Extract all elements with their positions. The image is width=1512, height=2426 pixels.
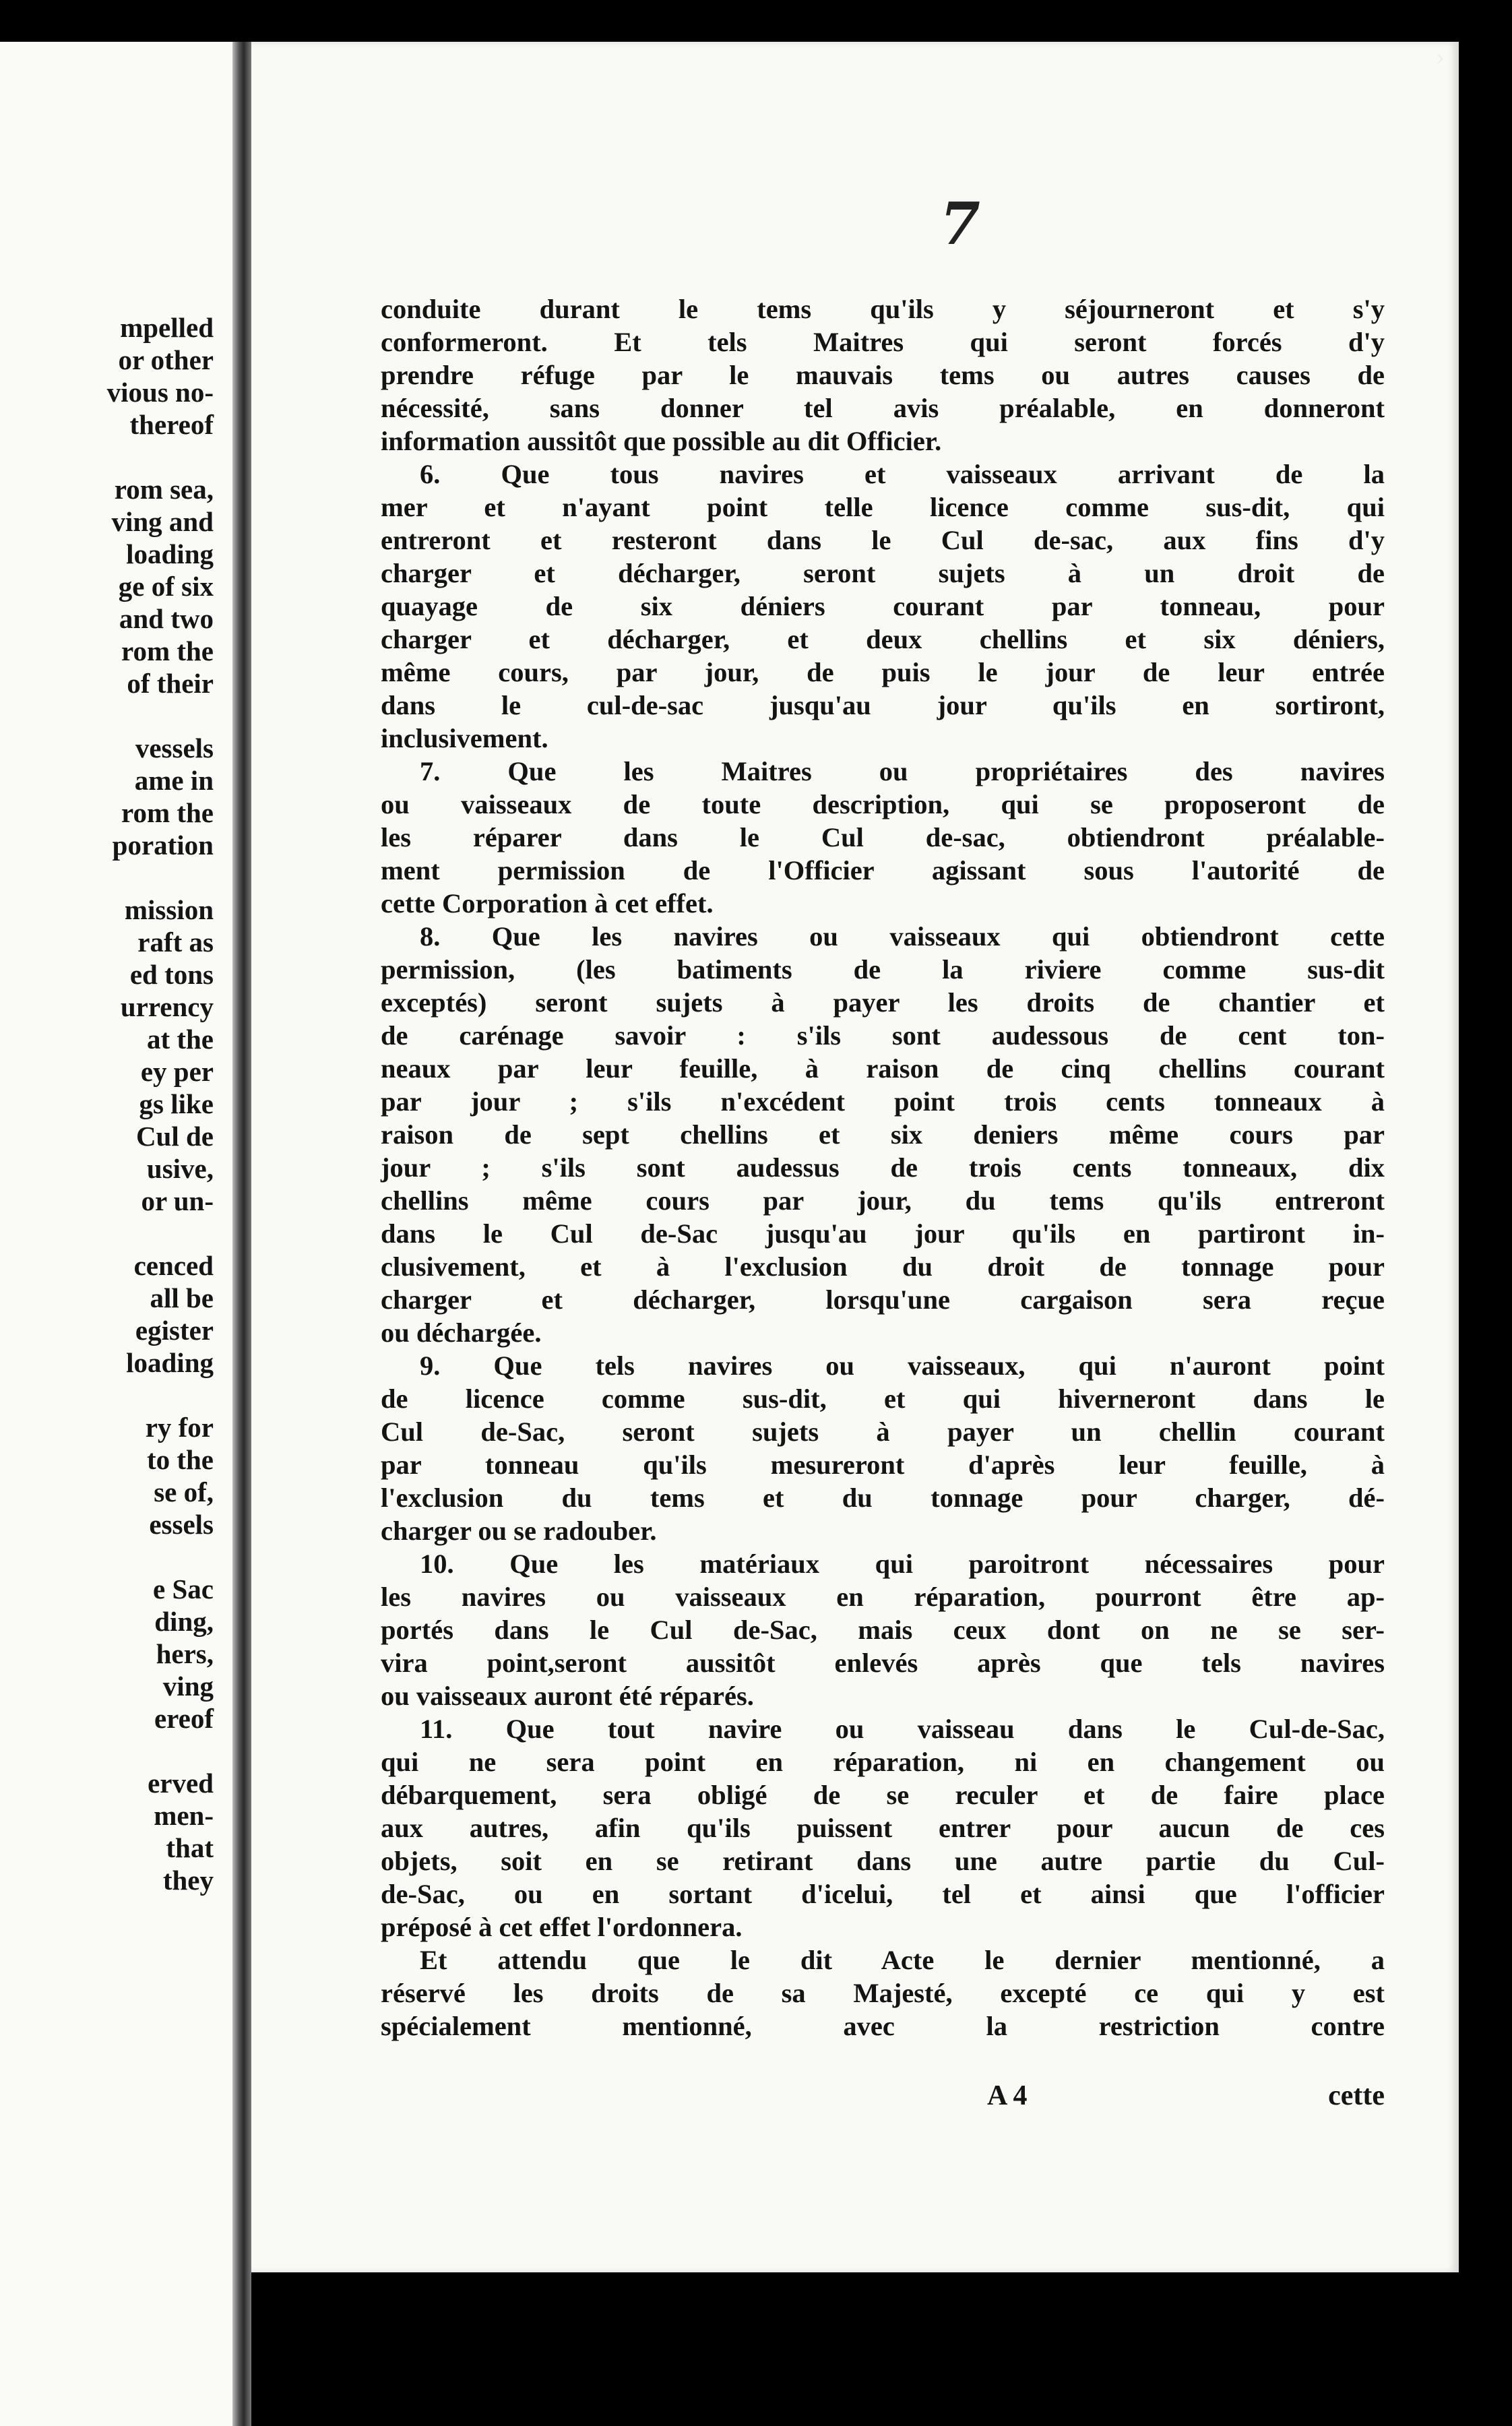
text-line: exceptés) seront sujets à payer les droits de chantier et <box>381 987 1385 1018</box>
text-line: qui ne sera point en réparation, ni en changement ou <box>381 1747 1385 1777</box>
left-page-line: cenced <box>133 1250 214 1281</box>
text-line: 11. Que tout navire ou vaisseau dans le Cul-de-Sac, <box>420 1714 1385 1744</box>
text-line: Cul de-Sac, seront sujets à payer un chellin courant <box>381 1417 1385 1447</box>
text-line: charger et décharger, seront sujets à un droit de <box>381 558 1385 588</box>
left-page-line: ving and <box>111 506 214 537</box>
left-page-line: vious no- <box>106 377 214 408</box>
text-line: aux autres, afin qu'ils puissent entrer pour aucun de ces <box>381 1813 1385 1843</box>
left-page-fragment <box>0 42 232 2426</box>
text-line: spécialement mentionné, avec la restriction contre <box>381 2011 1385 2041</box>
left-page-line <box>0 699 214 732</box>
left-page-line: gs like <box>139 1088 214 1119</box>
left-page-line: of their <box>127 668 214 699</box>
signature-mark: A 4 <box>987 2080 1028 2111</box>
text-line: de carénage savoir : s'ils sont audessous de cent ton- <box>381 1020 1385 1051</box>
left-page-line: vessels <box>135 733 214 764</box>
text-line: raison de sept chellins et six deniers même cours par <box>381 1119 1385 1150</box>
left-page-line: erved <box>148 1768 214 1799</box>
text-line: dans le Cul de-Sac jusqu'au jour qu'ils en partiront in- <box>381 1218 1385 1249</box>
text-line: 8. Que les navires ou vaisseaux qui obtiendront cette <box>420 921 1385 952</box>
text-line: jour ; s'ils sont audessus de trois cents tonneaux, dix <box>381 1152 1385 1183</box>
left-page-line: thereof <box>129 409 214 440</box>
left-page-line: loading <box>126 538 214 569</box>
text-line: dans le cul-de-sac jusqu'au jour qu'ils en sortiront, <box>381 690 1385 720</box>
corner-arrow-icon: › <box>1435 44 1445 72</box>
left-page-line: or un- <box>141 1185 214 1216</box>
left-page-line: urrency <box>120 991 214 1022</box>
text-line: charger et décharger, et deux chellins et six déniers, <box>381 624 1385 654</box>
left-page-line <box>0 861 214 894</box>
body-text <box>381 292 1385 2043</box>
left-page-line: ge of six <box>118 571 214 602</box>
left-page-line: usive, <box>146 1153 214 1184</box>
left-page-line: men- <box>154 1800 214 1831</box>
left-page-line: to the <box>146 1444 214 1475</box>
text-line: 6. Que tous navires et vaisseaux arrivant de la <box>420 459 1385 489</box>
text-line: ou vaisseaux auront été réparés. <box>381 1681 754 1711</box>
left-page-line: ed tons <box>129 959 214 990</box>
scan-border-top <box>0 0 1512 42</box>
text-line: débarquement, sera obligé de se reculer et de faire place <box>381 1780 1385 1810</box>
text-line: permission, (les batiments de la riviere comme sus-dit <box>381 954 1385 985</box>
text-line: information aussitôt que possible au dit Officier. <box>381 426 942 456</box>
left-page-line: mission <box>124 894 214 925</box>
left-page-line: poration <box>112 830 214 861</box>
left-page-line: egister <box>135 1315 214 1346</box>
left-page-line: hers, <box>156 1638 214 1669</box>
document-page <box>251 42 1459 2272</box>
text-line: chellins même cours par jour, du tems qu'ils entreront <box>381 1185 1385 1216</box>
left-page-line: rom the <box>121 797 214 828</box>
text-line: les réparer dans le Cul de-sac, obtiendront préalable- <box>381 822 1385 852</box>
left-page-line <box>0 1379 214 1411</box>
text-line: préposé à cet effet l'ordonnera. <box>381 1912 743 1942</box>
text-line: inclusivement. <box>381 723 548 753</box>
left-page-line: all be <box>150 1282 214 1313</box>
text-line: de-Sac, ou en sortant d'icelui, tel et ainsi que l'officier <box>381 1879 1385 1909</box>
left-page-line: raft as <box>137 927 214 958</box>
text-line: cette Corporation à cet effet. <box>381 888 714 919</box>
scan-border-right <box>1459 42 1512 2272</box>
text-line: charger et décharger, lorsqu'une cargaison sera reçue <box>381 1284 1385 1315</box>
text-line: par tonneau qu'ils mesureront d'après leur feuille, à <box>381 1450 1385 1480</box>
text-line: ment permission de l'Officier agissant sous l'autorité de <box>381 855 1385 885</box>
left-page-line <box>0 1541 214 1573</box>
page-number: 7 <box>940 190 980 258</box>
text-line: vira point,seront aussitôt enlevés après que tels navires <box>381 1648 1385 1678</box>
left-page-line: ving <box>162 1671 214 1702</box>
left-page-line: ding, <box>154 1606 214 1637</box>
text-line: quayage de six déniers courant par tonneau, pour <box>381 591 1385 621</box>
left-page-text <box>0 311 214 1896</box>
text-line: charger ou se radouber. <box>381 1516 657 1546</box>
text-line: entreront et resteront dans le Cul de-sac, aux fins d'y <box>381 525 1385 555</box>
catchword: cette <box>1328 2080 1385 2111</box>
text-line: l'exclusion du tems et du tonnage pour charger, dé- <box>381 1483 1385 1513</box>
left-page-line: or other <box>118 344 214 375</box>
text-line: conduite durant le tems qu'ils y séjourneront et s'y <box>381 294 1385 324</box>
left-page-line <box>0 441 214 473</box>
left-page-line: ereof <box>154 1703 214 1734</box>
left-page-line: they <box>162 1865 214 1896</box>
scan-border-bottom <box>251 2272 1512 2426</box>
text-line: clusivement, et à l'exclusion du droit de tonnage pour <box>381 1251 1385 1282</box>
text-line: de licence comme sus-dit, et qui hiverneront dans le <box>381 1383 1385 1414</box>
text-line: 7. Que les Maitres ou propriétaires des navires <box>420 756 1385 786</box>
text-line: réservé les droits de sa Majesté, excepté ce qui y est <box>381 1978 1385 2008</box>
left-page-line: ame in <box>134 765 214 796</box>
text-line: ou vaisseaux de toute description, qui se proposeront de <box>381 789 1385 819</box>
text-line: 10. Que les matériaux qui paroitront nécessaires pour <box>420 1549 1385 1579</box>
left-page-line <box>0 1735 214 1767</box>
left-page-line: loading <box>126 1347 214 1378</box>
left-page-line <box>0 1217 214 1249</box>
text-line: conformeront. Et tels Maitres qui seront forcés d'y <box>381 327 1385 357</box>
text-line: les navires ou vaisseaux en réparation, pourront être ap- <box>381 1582 1385 1612</box>
left-page-line: e Sac <box>153 1574 214 1605</box>
text-line: mer et n'ayant point telle licence comme sus-dit, qui <box>381 492 1385 522</box>
left-page-line: and two <box>119 603 214 634</box>
text-line: prendre réfuge par le mauvais tems ou autres causes de <box>381 360 1385 390</box>
text-line: Et attendu que le dit Acte le dernier mentionné, a <box>420 1945 1385 1975</box>
left-page-line: se of, <box>154 1476 214 1507</box>
left-page-line: that <box>166 1832 214 1863</box>
text-line: neaux par leur feuille, à raison de cinq chellins courant <box>381 1053 1385 1084</box>
text-line: objets, soit en se retirant dans une autre partie du Cul- <box>381 1846 1385 1876</box>
left-page-line: essels <box>149 1509 214 1540</box>
left-page-line: mpelled <box>120 312 214 343</box>
text-line: portés dans le Cul de-Sac, mais ceux dont on ne se ser- <box>381 1615 1385 1645</box>
text-line: même cours, par jour, de puis le jour de leur entrée <box>381 657 1385 687</box>
text-line: par jour ; s'ils n'excédent point trois cents tonneaux à <box>381 1086 1385 1117</box>
text-line: ou déchargée. <box>381 1317 542 1348</box>
text-line: nécessité, sans donner tel avis préalable, en donneront <box>381 393 1385 423</box>
text-line: 9. Que tels navires ou vaisseaux, qui n'auront point <box>420 1350 1385 1381</box>
left-page-line: rom sea, <box>114 474 214 505</box>
left-page-line: Cul de <box>135 1121 214 1152</box>
left-page-line: at the <box>146 1024 214 1055</box>
left-page-line: rom the <box>121 635 214 666</box>
left-page-line: ey per <box>140 1056 214 1087</box>
left-page-line: ry for <box>145 1412 214 1443</box>
book-gutter <box>232 42 251 2426</box>
